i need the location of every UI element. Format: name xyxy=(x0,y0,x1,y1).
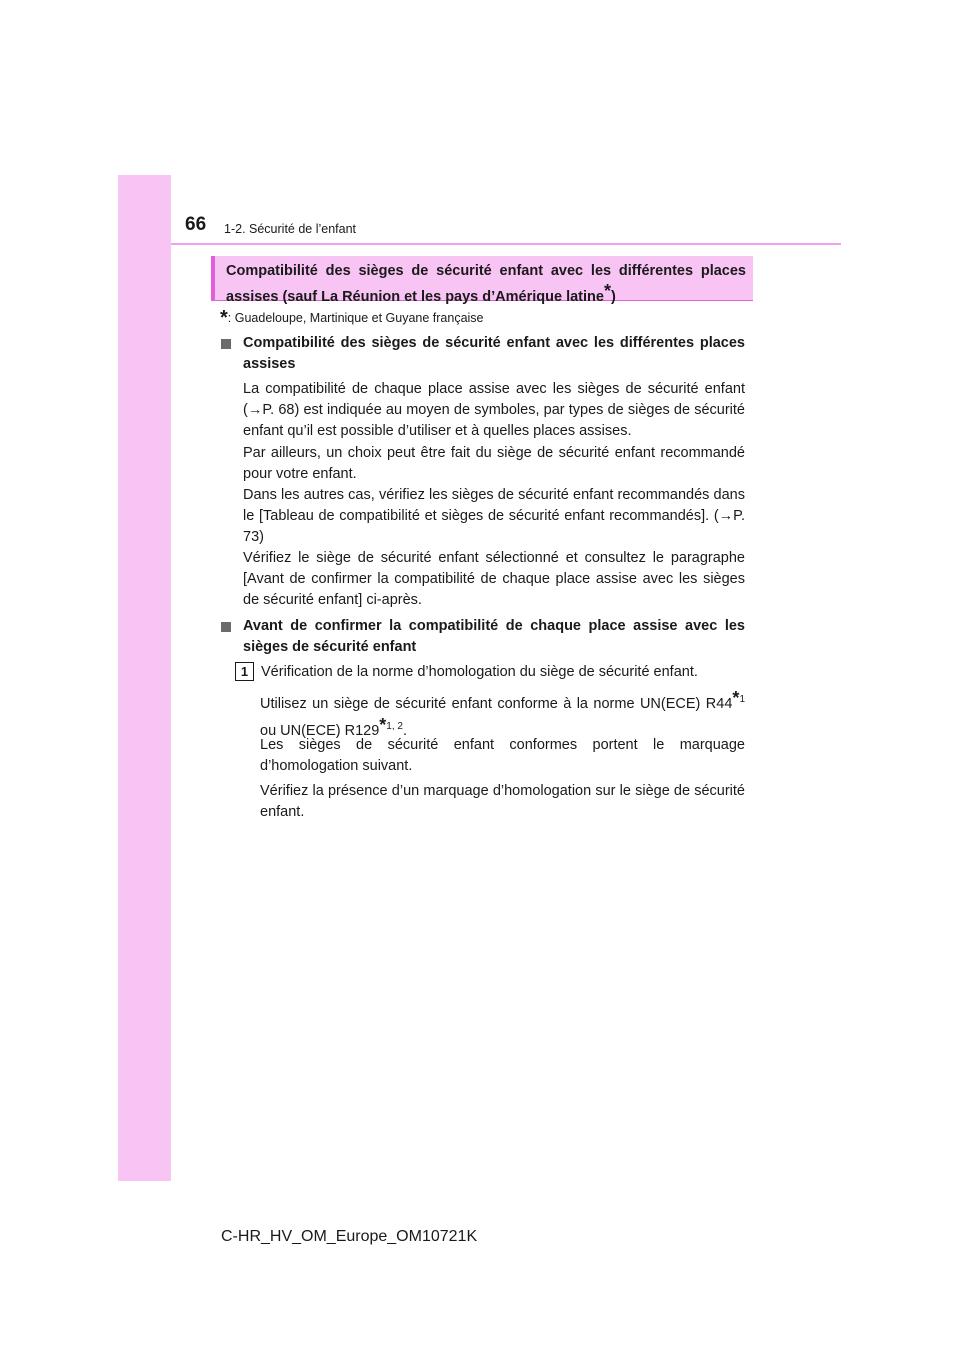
header-divider xyxy=(171,243,841,245)
section-breadcrumb: 1-2. Sécurité de l’enfant xyxy=(224,222,357,236)
subsection-title-compatibility xyxy=(221,333,745,375)
norm-text-end: . xyxy=(402,723,407,739)
norm-text-b: ou UN(ECE) R129 xyxy=(260,723,380,739)
heading-close-paren: ) xyxy=(610,289,616,305)
paragraph-norm-requirement xyxy=(260,688,745,742)
section-heading xyxy=(226,261,746,307)
paragraph-other-cases: Dans les autres cas, vérifiez les sièges de sécurité enfant recommandés dans le [Tableau de compatibilité et sièges de sécurité enfant recommandés]. (→P. 73) xyxy=(243,487,745,545)
step-text: Vérification de la norme d’homologation du siège de sécurité enfant. xyxy=(261,664,698,680)
paragraph-verify-marking: Vérifiez la présence d’un marquage d’homologation sur le siège de sécurité enfant. xyxy=(260,783,745,820)
subsection-title-text: Compatibilité des sièges de sécurité enfant avec les différentes places assises xyxy=(243,335,745,372)
side-tab-band xyxy=(118,175,171,1181)
page-number: 66 xyxy=(185,214,207,235)
norm-asterisk-1: * xyxy=(732,688,740,708)
paragraph-recommended-choice: Par ailleurs, un choix peut être fait du siège de sécurité enfant recommandé pour votre enfant. xyxy=(243,445,745,482)
subsection-title-text: Avant de confirmer la compatibilité de chaque place assise avec les sièges de sécurité enfant xyxy=(243,618,745,655)
paragraph-compatibility-symbols: La compatibilité de chaque place assise avec les sièges de sécurité enfant (→P. 68) est indiquée au moyen de symboles, par types de sièges de sécurité enfant qu’il est possible d’utiliser et à quelles places assises. xyxy=(243,381,745,439)
footnote-asterisk: * xyxy=(220,307,228,329)
square-bullet-icon xyxy=(221,622,231,632)
norm-footnote-ref-2: 1, 2 xyxy=(386,721,403,732)
footnote-text: : Guadeloupe, Martinique et Guyane française xyxy=(227,311,484,325)
document-code: C-HR_HV_OM_Europe_OM10721K xyxy=(221,1228,478,1245)
section-heading-box xyxy=(211,256,753,305)
paragraph-approval-marking: Les sièges de sécurité enfant conformes portent le marquage d’homologation suivant. xyxy=(260,737,745,774)
square-bullet-icon xyxy=(221,339,231,349)
paragraph-verify-selected: Vérifiez le siège de sécurité enfant sélectionné et consultez le paragraphe [Avant de confirmer la compatibilité de chaque place assise avec les sièges de sécurité enfant] ci-après. xyxy=(243,550,745,608)
subsection-title-before-confirming xyxy=(221,616,745,658)
norm-asterisk-2: * xyxy=(379,715,387,735)
section-heading-text: Compatibilité des sièges de sécurité enfant avec les différentes places assises (sauf La Réunion et les pays d’Amérique latine xyxy=(226,263,746,305)
norm-footnote-ref-1: 1 xyxy=(739,694,745,705)
footnote xyxy=(220,307,484,330)
step-number-badge: 1 xyxy=(235,662,254,681)
norm-text-a: Utilisez un siège de sécurité enfant conforme à la norme UN(ECE) R44 xyxy=(260,696,733,712)
heading-asterisk: * xyxy=(603,281,611,301)
